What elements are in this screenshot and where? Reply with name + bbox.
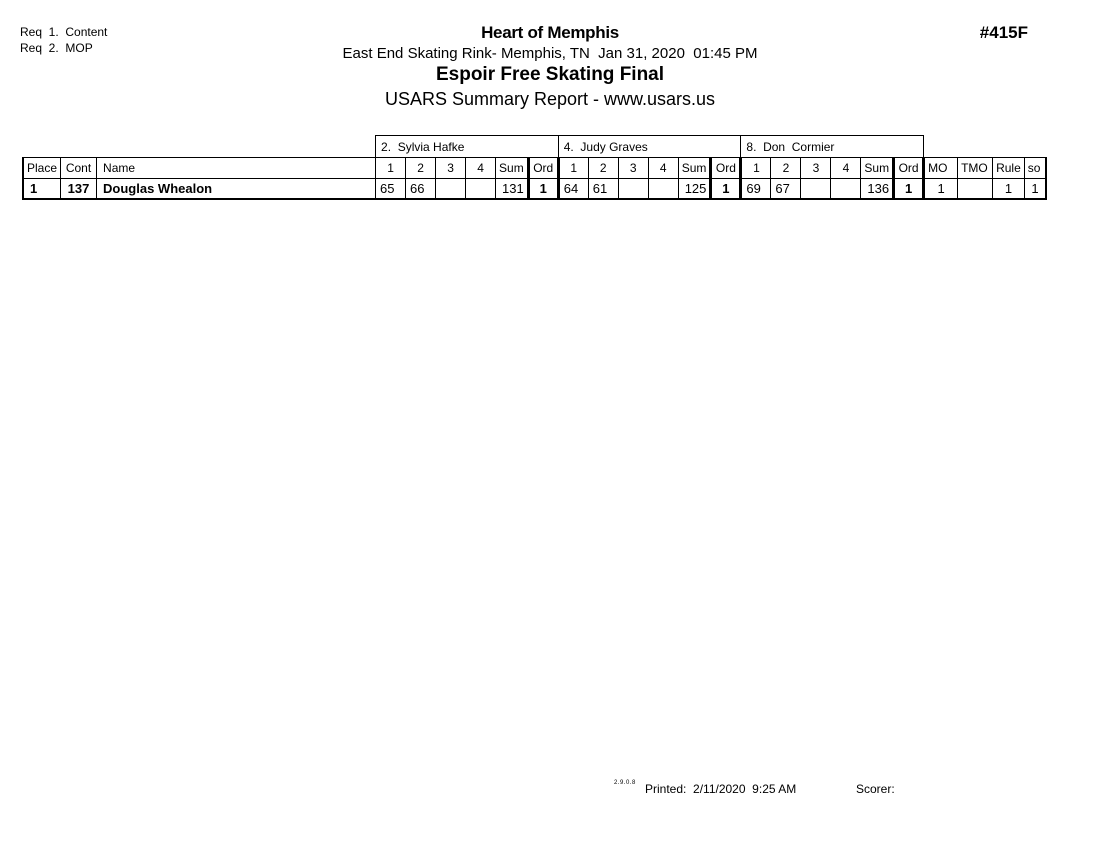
cell-j2-s3 [618,179,648,199]
col-header-j1-ord: Ord [528,158,558,179]
cell-j3-s1: 69 [741,179,771,199]
req-line-1: Req 1. Content [20,25,108,39]
col-header-j2-4: 4 [648,158,678,179]
judge-row-right-spacer [924,136,1047,158]
cell-j1-s3 [436,179,466,199]
col-header-rule: Rule [993,158,1025,179]
col-header-j3-1: 1 [741,158,771,179]
col-header-name: Name [97,158,376,179]
cell-j2-s2: 61 [588,179,618,199]
cell-j1-sum: 131 [496,179,529,199]
cell-j1-s2: 66 [406,179,436,199]
venue-date-line: East End Skating Rink- Memphis, TN Jan 31, 2020 01:45 PM [342,45,758,62]
column-header-row [23,158,1046,179]
col-header-j1-3: 3 [436,158,466,179]
col-header-mo: MO [924,158,958,179]
cell-j1-s4 [466,179,496,199]
score-table [22,135,1047,200]
cell-j2-ord: 1 [711,179,741,199]
event-number: #415F [979,23,1028,42]
competition-title: Heart of Memphis [481,23,619,42]
col-header-j1-1: 1 [376,158,406,179]
col-header-j2-1: 1 [558,158,588,179]
judge-name-cell-1: 2. Sylvia Hafke [376,136,559,158]
judge-name-cell-2: 4. Judy Graves [558,136,741,158]
printed-timestamp: Printed: 2/11/2020 9:25 AM [645,782,797,796]
event-title: Espoir Free Skating Final [435,64,665,85]
col-header-cont: Cont [61,158,97,179]
req-line-2: Req 2. MOP [20,41,93,55]
cell-mo: 1 [924,179,958,199]
col-header-tmo: TMO [958,158,993,179]
col-header-j1-4: 4 [466,158,496,179]
judge-header-row [23,136,1046,158]
col-header-j3-3: 3 [801,158,831,179]
cell-so: 1 [1024,179,1046,199]
cell-cont: 137 [61,179,97,199]
col-header-j2-ord: Ord [711,158,741,179]
col-header-j1-sum: Sum [496,158,529,179]
cell-j2-s1: 64 [558,179,588,199]
col-header-j2-3: 3 [618,158,648,179]
cell-j3-s2: 67 [771,179,801,199]
col-header-j3-2: 2 [771,158,801,179]
col-header-so: so [1024,158,1046,179]
col-header-j1-2: 2 [406,158,436,179]
judge-row-left-spacer [23,136,376,158]
cell-j2-s4 [648,179,678,199]
scorer-label: Scorer: [856,782,895,796]
cell-j3-ord: 1 [894,179,924,199]
version-superscript: 2.9.0.8 [614,780,636,786]
cell-tmo [958,179,993,199]
col-header-j3-4: 4 [831,158,861,179]
skater-row [23,179,1046,199]
report-type-line: USARS Summary Report - www.usars.us [384,89,716,109]
col-header-place: Place [23,158,61,179]
col-header-j2-sum: Sum [678,158,711,179]
judge-name-cell-3: 8. Don Cormier [741,136,924,158]
cell-place: 1 [23,179,61,199]
cell-j3-s3 [801,179,831,199]
cell-rule: 1 [993,179,1025,199]
cell-j3-sum: 136 [861,179,894,199]
col-header-j2-2: 2 [588,158,618,179]
cell-j2-sum: 125 [678,179,711,199]
col-header-j3-sum: Sum [861,158,894,179]
cell-name: Douglas Whealon [97,179,376,199]
cell-j1-ord: 1 [528,179,558,199]
col-header-j3-ord: Ord [894,158,924,179]
cell-j1-s1: 65 [376,179,406,199]
cell-j3-s4 [831,179,861,199]
